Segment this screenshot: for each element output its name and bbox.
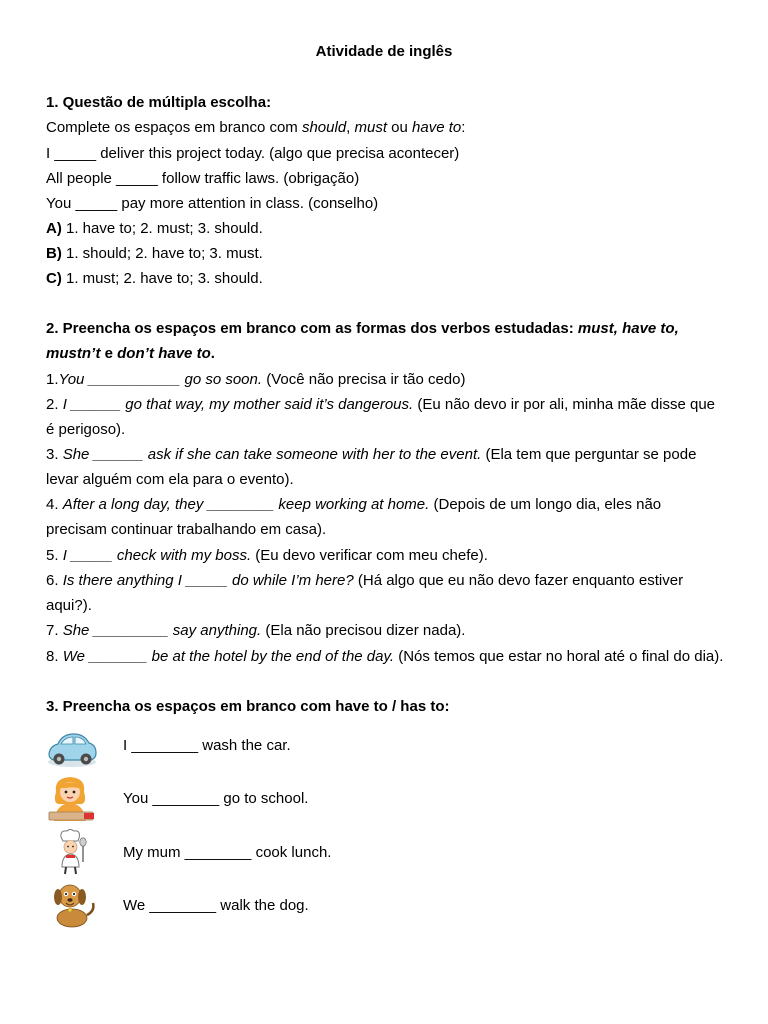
car-icon	[46, 724, 98, 772]
page-title: Atividade de inglês	[315, 43, 453, 60]
q3-item-3: My mum ________ cook lunch.	[123, 844, 332, 861]
dog-icon	[46, 881, 98, 929]
q2-item-7: 7. She _________ say anything. (Ela não precisou dizer nada).	[46, 622, 466, 639]
q1-option-b: B) 1. should; 2. have to; 3. must.	[46, 245, 263, 262]
q3-item-2: You ________ go to school.	[123, 790, 309, 807]
q2-item-3: 3. She ______ ask if she can take someone with her to the event. (Ela tem que perguntar se pode levar alguém com ela para o evento).	[46, 446, 697, 489]
schoolgirl-icon	[46, 774, 98, 822]
q1-option-a: A) 1. have to; 2. must; 3. should.	[46, 220, 263, 237]
q2-item-1: 1.You ___________ go so soon. (Você não precisa ir tão cedo)	[46, 371, 466, 388]
q2-item-5: 5. I _____ check with my boss. (Eu devo verificar com meu chefe).	[46, 547, 488, 564]
q2-item-4: 4. After a long day, they ________ keep working at home. (Depois de um longo dia, eles não precisam continuar trabalhando em casa).	[46, 496, 662, 539]
q2-item-8: 8. We _______ be at the hotel by the end of the day. (Nós temos que estar no horal até o final do dia).	[46, 648, 724, 665]
q3-heading: 3. Preencha os espaços em branco com have to / has to:	[46, 698, 450, 715]
q1-sentence-1: I _____ deliver this project today. (algo que precisa acontecer)	[46, 145, 460, 162]
q1-sentence-3: You _____ pay more attention in class. (conselho)	[46, 195, 379, 212]
q1-heading: 1. Questão de múltipla escolha:	[46, 94, 272, 111]
q1-instructions: Complete os espaços em branco com should, must ou have to:	[46, 119, 466, 136]
chef-icon	[46, 828, 98, 876]
q3-item-4: We ________ walk the dog.	[123, 897, 309, 914]
q1-sentence-2: All people _____ follow traffic laws. (obrigação)	[46, 170, 360, 187]
q2-item-2: 2. I ______ go that way, my mother said it’s dangerous. (Eu não devo ir por ali, minha mãe disse que é perigoso).	[46, 396, 716, 439]
q2-item-6: 6. Is there anything I _____ do while I’m here? (Há algo que eu não devo fazer enquanto estiver aqui?).	[46, 572, 684, 615]
q1-option-c: C) 1. must; 2. have to; 3. should.	[46, 270, 263, 287]
q2-heading: 2. Preencha os espaços em branco com as formas dos verbos estudadas: must, have to, mustn’t e don’t have to.	[46, 320, 679, 363]
q3-item-1: I ________ wash the car.	[123, 737, 291, 754]
